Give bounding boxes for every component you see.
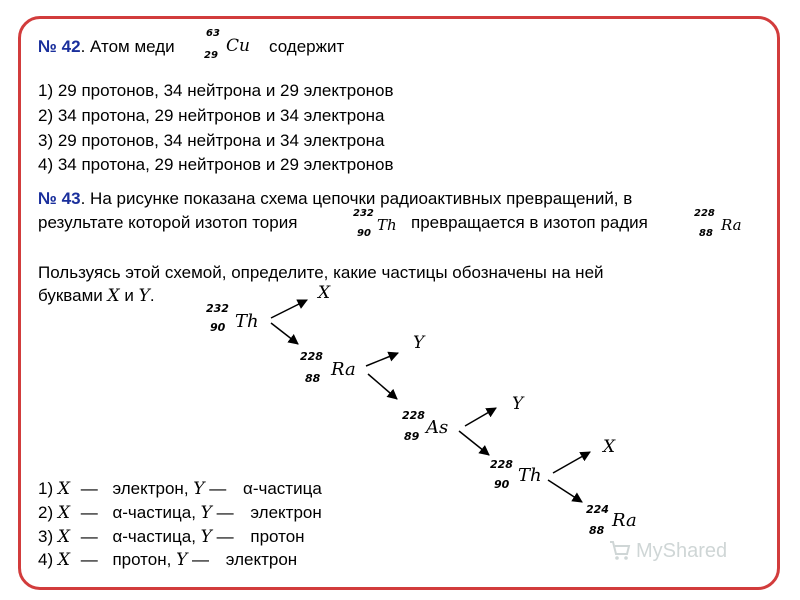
answer-1-y: Y	[193, 479, 205, 499]
node-3-z: 89	[404, 430, 420, 443]
answer-1-y-particle: α-частица	[243, 479, 322, 498]
answer-4-dash-2: —	[192, 550, 210, 569]
q43-number: № 43	[38, 189, 81, 208]
node-4-symbol: Th	[518, 465, 542, 486]
watermark-cart-icon	[608, 538, 632, 562]
answer-4-y-particle: электрон	[225, 550, 298, 569]
answer-4-y: Y	[176, 550, 188, 570]
answer-2-number: 2)	[38, 503, 54, 522]
th-mass-number: 232	[353, 208, 374, 219]
arrow-3-decay	[459, 431, 489, 455]
scheme-particle-3: Y	[512, 394, 524, 414]
node-4-mass: 228	[490, 458, 513, 471]
answer-2-x-particle: α-частица,	[112, 503, 196, 522]
th-atomic-number: 90	[357, 228, 371, 239]
q42-option-1: 1) 29 протонов, 34 нейтрона и 29 электронов	[38, 81, 394, 100]
answer-3-x-particle: α-частица,	[112, 527, 196, 546]
answer-2-y-particle: электрон	[250, 503, 322, 522]
answer-3-x: X	[57, 527, 70, 547]
q43-line-2b: превращается в изотоп радия	[411, 213, 648, 232]
answer-2-dash-2: —	[216, 503, 234, 522]
q43-line-2a: результате которой изотоп тория	[38, 213, 298, 232]
answer-4-x-particle: протон,	[112, 550, 172, 569]
q42-text-after: содержит	[269, 37, 345, 56]
answer-1-x-particle: электрон,	[112, 479, 189, 498]
answer-2-x: X	[57, 503, 70, 523]
q42-option-2: 2) 34 протона, 29 нейтронов и 34 электрона	[38, 106, 385, 125]
answer-1-dash-1: —	[80, 479, 98, 498]
ra-mass-number: 228	[694, 208, 715, 219]
answer-1-number: 1)	[38, 479, 54, 498]
node-1-z: 90	[210, 321, 226, 334]
scheme-particle-2: Y	[413, 333, 425, 353]
q43-var-x: X	[107, 286, 120, 306]
q42-text-before: . Атом меди	[80, 37, 175, 56]
scheme-particle-4: X	[603, 437, 616, 457]
node-3-mass: 228	[402, 409, 425, 422]
q43-line-1-text: . На рисунке показана схема цепочки радиоактивных превращений, в	[80, 189, 633, 208]
th-symbol: Th	[377, 216, 397, 234]
ra-atomic-number: 88	[699, 228, 713, 239]
node-5-mass: 224	[586, 503, 609, 516]
watermark-text: MyShared	[636, 540, 728, 562]
arrow-3-particle	[465, 408, 496, 426]
arrow-2-decay	[368, 374, 397, 399]
cu-mass-number: 63	[206, 28, 220, 39]
arrow-2-particle	[366, 353, 398, 366]
arrow-4-particle	[553, 452, 590, 473]
answer-3-number: 3)	[38, 527, 54, 546]
scheme-particle-1: X	[318, 283, 331, 303]
answer-4-x: X	[57, 550, 70, 570]
cu-atomic-number: 29	[204, 50, 218, 61]
node-3-symbol: As	[426, 417, 449, 438]
answer-3-y-particle: протон	[250, 527, 305, 546]
node-2-mass: 228	[300, 350, 323, 363]
q42-number: № 42	[38, 37, 81, 56]
answer-3-y: Y	[200, 527, 212, 547]
arrow-1-decay	[271, 323, 298, 344]
answer-2-y: Y	[200, 503, 212, 523]
arrow-1-particle	[271, 300, 307, 318]
answer-3-dash-2: —	[216, 527, 234, 546]
node-1-symbol: Th	[235, 311, 259, 332]
node-5-symbol: Ra	[612, 510, 637, 531]
q42-option-3: 3) 29 протонов, 34 нейтрона и 34 электрона	[38, 131, 385, 150]
arrow-4-decay	[548, 480, 582, 502]
q43-line-4-and: и	[124, 286, 134, 305]
q42-option-4: 4) 34 протона, 29 нейтронов и 29 электронов	[38, 155, 394, 174]
node-2-symbol: Ra	[331, 359, 356, 380]
answer-3-dash-1: —	[80, 527, 98, 546]
answer-1-dash-2: —	[209, 479, 227, 498]
q43-line-3: Пользуясь этой схемой, определите, какие частицы обозначены на ней	[38, 263, 604, 282]
answer-4	[38, 550, 297, 570]
cu-symbol: Cu	[226, 36, 250, 56]
ra-symbol: Ra	[721, 216, 742, 234]
answer-1-x: X	[57, 479, 70, 499]
q43-var-y: Y	[138, 286, 150, 306]
answer-4-number: 4)	[38, 550, 54, 569]
node-5-z: 88	[589, 524, 605, 537]
q43-line-4-text: буквами	[38, 286, 103, 305]
answer-4-dash-1: —	[80, 550, 98, 569]
answer-1	[38, 479, 322, 499]
answer-2	[38, 503, 322, 523]
node-1-mass: 232	[206, 302, 229, 315]
q43-line-4-dot: .	[149, 286, 155, 305]
node-2-z: 88	[305, 372, 321, 385]
answer-3	[38, 527, 305, 547]
answer-2-dash-1: —	[80, 503, 98, 522]
node-4-z: 90	[494, 478, 510, 491]
